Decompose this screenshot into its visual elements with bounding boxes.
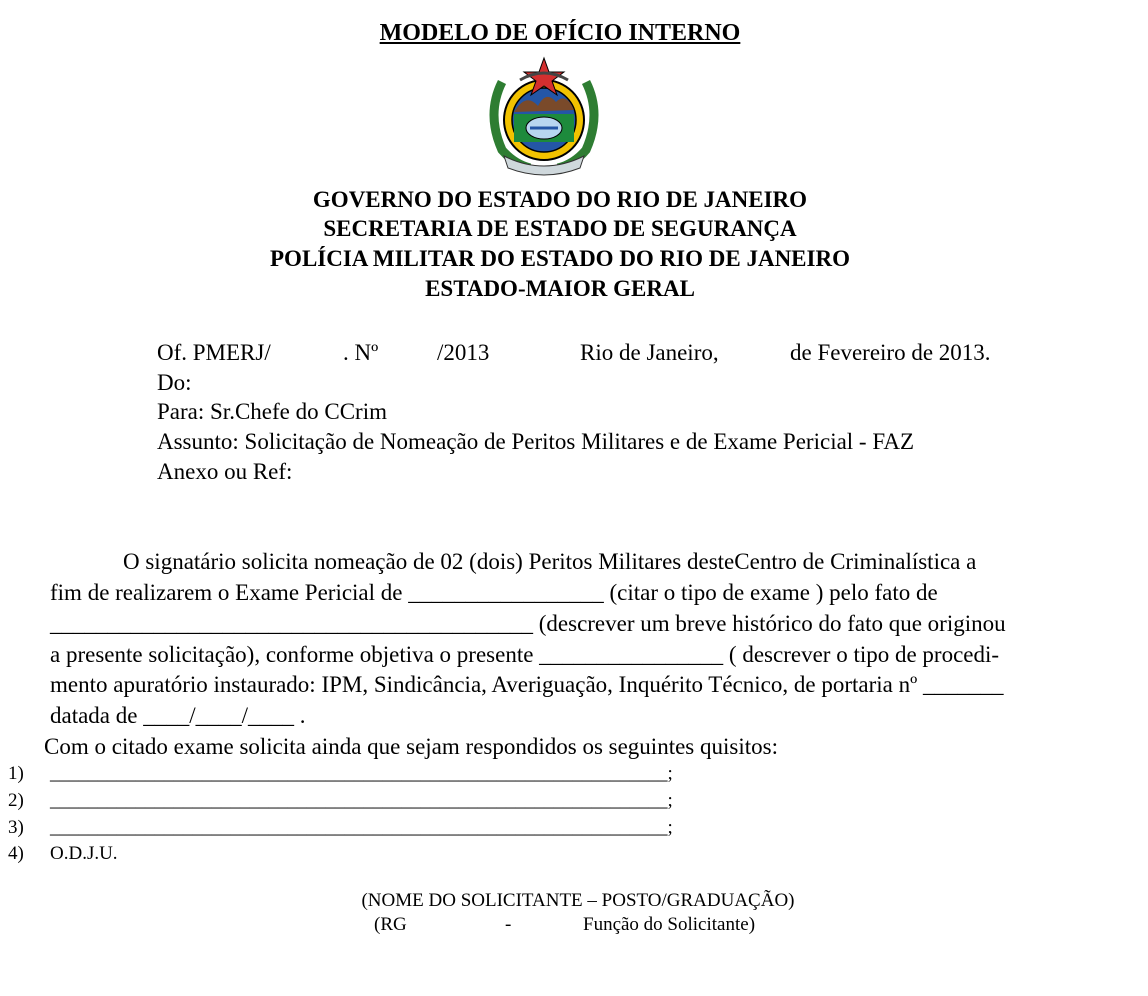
oficio-subject: Assunto: Solicitação de Nomeação de Peritos Militares e de Exame Pericial - FAZ bbox=[157, 429, 915, 454]
quisito-text: _________________________________________________________________; bbox=[50, 817, 673, 838]
signature-dash: - bbox=[505, 914, 512, 935]
body-line-6: datada de ____/____/____ . bbox=[50, 703, 306, 728]
quisito-number: 4) bbox=[8, 843, 24, 864]
org-line-police: POLÍCIA MILITAR DO ESTADO DO RIO DE JANEIRO bbox=[270, 246, 850, 271]
quisito-text: _________________________________________________________________; bbox=[50, 763, 673, 784]
org-line-secretariat: SECRETARIA DE ESTADO DE SEGURANÇA bbox=[323, 216, 797, 241]
body-line-4: a presente solicitação), conforme objetiva o presente ________________ ( descrever o tipo de procedi- bbox=[50, 642, 1000, 667]
org-line-general-staff: ESTADO-MAIOR GERAL bbox=[425, 276, 695, 301]
quisito-number: 2) bbox=[8, 790, 24, 811]
quisito-number: 3) bbox=[8, 817, 24, 838]
oficio-from: Do: bbox=[157, 370, 192, 395]
quisito-text: _________________________________________________________________; bbox=[50, 790, 673, 811]
signature-name: (NOME DO SOLICITANTE – POSTO/GRADUAÇÃO) bbox=[361, 890, 795, 911]
quisito-number: 1) bbox=[8, 763, 24, 784]
oficio-number: . Nº bbox=[343, 340, 379, 365]
org-line-government: GOVERNO DO ESTADO DO RIO DE JANEIRO bbox=[312, 187, 808, 212]
oficio-attachment: Anexo ou Ref: bbox=[157, 459, 293, 484]
coat-of-arms-icon bbox=[480, 52, 608, 178]
body-line-2: fim de realizarem o Exame Pericial de _________________ (citar o tipo de exame ) pelo fato de bbox=[50, 580, 938, 605]
oficio-prefix: Of. PMERJ/ bbox=[157, 340, 271, 365]
body-line-5: mento apuratório instaurado: IPM, Sindicância, Averiguação, Inquérito Técnico, de portaria nº _______ bbox=[50, 672, 1004, 697]
signature-role: Função do Solicitante) bbox=[583, 914, 756, 935]
body-line-1: O signatário solicita nomeação de 02 (dois) Peritos Militares desteCentro de Criminalística a bbox=[123, 549, 977, 574]
oficio-to: Para: Sr.Chefe do CCrim bbox=[157, 399, 387, 424]
document-title: MODELO DE OFÍCIO INTERNO bbox=[379, 20, 741, 46]
oficio-year: /2013 bbox=[437, 340, 490, 365]
body-line-3: __________________________________________ (descrever um breve histórico do fato que originou bbox=[50, 611, 1006, 636]
oficio-date: de Fevereiro de 2013. bbox=[790, 340, 991, 365]
quisito-text: O.D.J.U. bbox=[50, 843, 118, 864]
signature-rg: (RG bbox=[374, 914, 407, 935]
oficio-city: Rio de Janeiro, bbox=[580, 340, 719, 365]
body-line-7: Com o citado exame solicita ainda que sejam respondidos os seguintes quisitos: bbox=[44, 734, 778, 759]
